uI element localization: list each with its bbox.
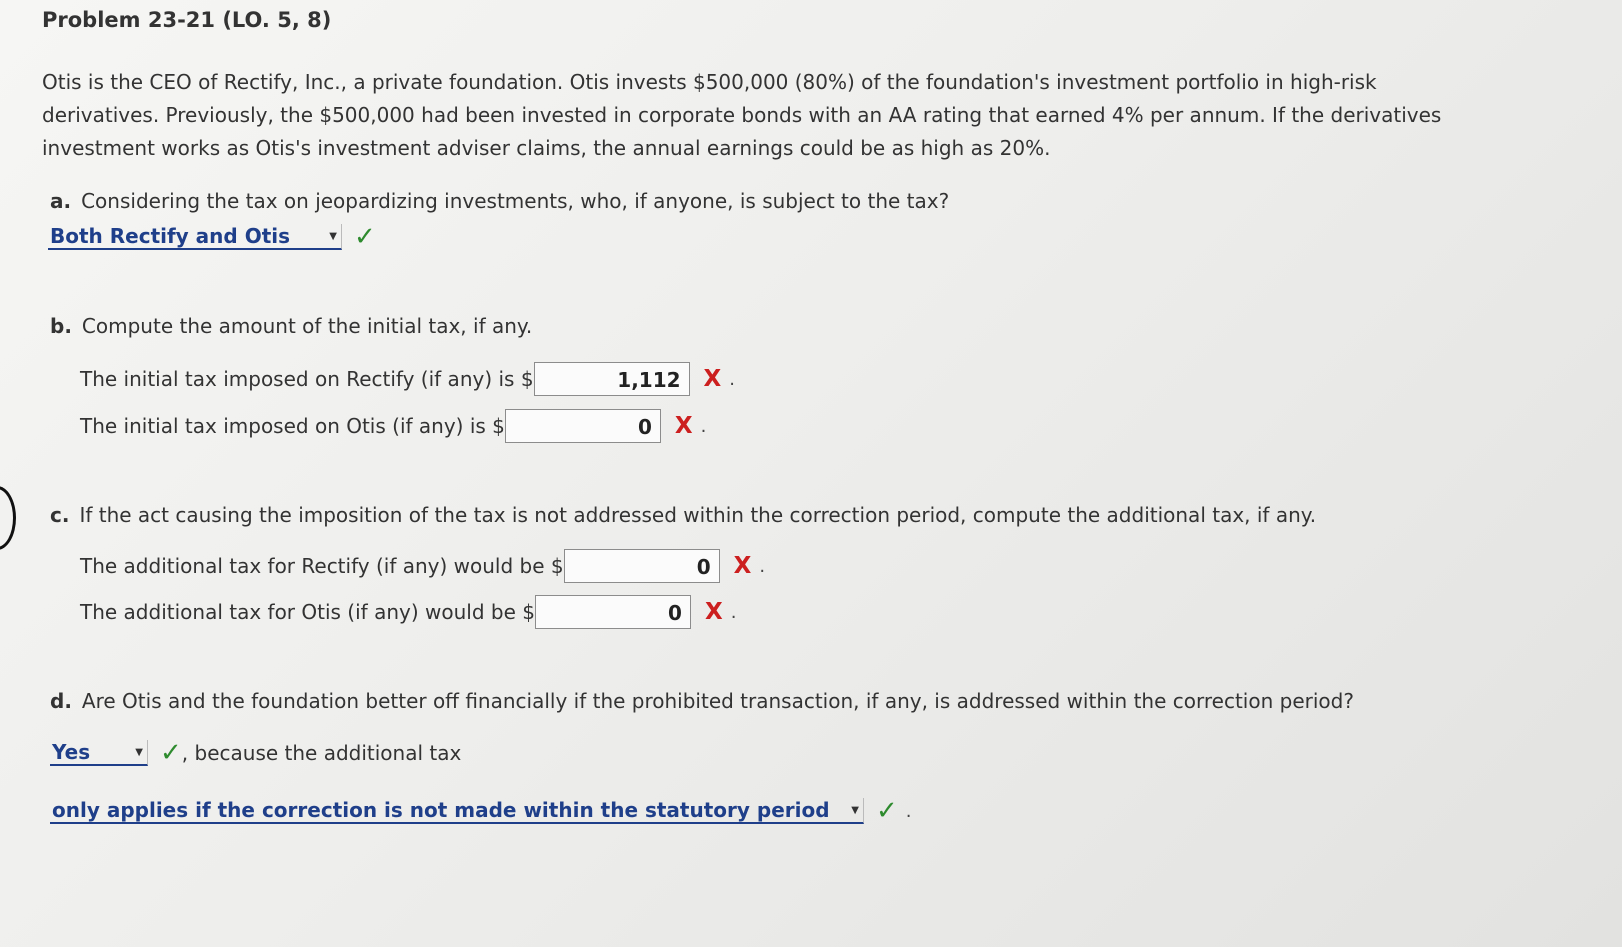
part-a-question	[50, 189, 949, 213]
part-b-row-otis	[80, 409, 706, 443]
rectify-initial-tax-input[interactable]: 1,112	[534, 362, 690, 396]
otis-additional-tax-input[interactable]: 0	[535, 595, 691, 629]
sentence-end: .	[700, 415, 707, 437]
intro-line-1: Otis is the CEO of Rectify, Inc., a private foundation. Otis invests $500,000 (80%) of the foundation's investment portfolio in high-risk	[42, 70, 1377, 94]
chevron-down-icon: ▼	[135, 746, 143, 758]
part-d-select2-value: only applies if the correction is not made within the statutory period	[52, 798, 830, 822]
part-c-row-rectify	[80, 549, 765, 583]
part-c-question	[50, 503, 1316, 527]
rectify-additional-tax-input[interactable]: 0	[564, 549, 720, 583]
part-d-label: d.	[50, 689, 72, 713]
chevron-down-icon: ▼	[851, 804, 859, 816]
part-c-row-otis-text: The additional tax for Otis (if any) would be $	[80, 600, 535, 624]
part-d-question-text: Are Otis and the foundation better off financially if the prohibited transaction, if any, is addressed within the correction period?	[81, 689, 1354, 713]
incorrect-x-icon: X	[704, 599, 723, 625]
intro-line-2: derivatives. Previously, the $500,000 had been invested in corporate bonds with an AA rating that earned 4% per annum. If the derivatives	[42, 103, 1442, 127]
chevron-down-icon: ▼	[329, 230, 337, 242]
part-c-row-rectify-text: The additional tax for Rectify (if any) would be $	[80, 554, 564, 578]
part-b-question-text: Compute the amount of the initial tax, if any.	[81, 314, 533, 338]
part-b-label: b.	[50, 314, 72, 338]
checkmark-icon: ✓	[160, 738, 182, 768]
part-c-row-otis	[80, 595, 736, 629]
part-d-because-text: , because the additional tax	[181, 741, 462, 765]
part-d-question	[50, 689, 1354, 713]
part-d-answer-row	[50, 738, 461, 768]
part-a-answer	[48, 222, 376, 252]
page-edge-curve	[0, 486, 16, 550]
intro-line-3: investment works as Otis's investment adviser claims, the annual earnings could be as high as 20%.	[42, 136, 1051, 160]
part-b-row-rectify-text: The initial tax imposed on Rectify (if any) is $	[80, 367, 534, 391]
part-a-question-text: Considering the tax on jeopardizing investments, who, if anyone, is subject to the tax?	[81, 189, 950, 213]
part-c-label: c.	[50, 503, 70, 527]
part-a-select-value: Both Rectify and Otis	[50, 224, 291, 248]
part-d-reason-select[interactable]	[50, 798, 864, 824]
part-d-yes-no-select[interactable]	[50, 740, 148, 766]
otis-initial-tax-input[interactable]: 0	[505, 409, 661, 443]
part-d-reason-row	[50, 796, 912, 826]
sentence-end: .	[730, 601, 737, 623]
sentence-end: .	[759, 555, 766, 577]
part-a-select[interactable]	[48, 224, 342, 250]
checkmark-icon: ✓	[876, 796, 898, 826]
incorrect-x-icon: X	[674, 413, 693, 439]
part-b-question	[50, 314, 532, 338]
incorrect-x-icon: X	[703, 366, 722, 392]
part-d-select1-value: Yes	[52, 740, 91, 764]
sentence-end: .	[905, 800, 912, 822]
incorrect-x-icon: X	[733, 553, 752, 579]
part-b-row-rectify	[80, 362, 735, 396]
part-a-label: a.	[50, 189, 72, 213]
sentence-end: .	[729, 368, 736, 390]
part-c-question-text: If the act causing the imposition of the tax is not addressed within the correction period, compute the additional tax, if any.	[79, 503, 1317, 527]
checkmark-icon: ✓	[354, 222, 376, 252]
part-b-row-otis-text: The initial tax imposed on Otis (if any) is $	[80, 414, 505, 438]
problem-title: Problem 23-21 (LO. 5, 8)	[42, 8, 332, 32]
